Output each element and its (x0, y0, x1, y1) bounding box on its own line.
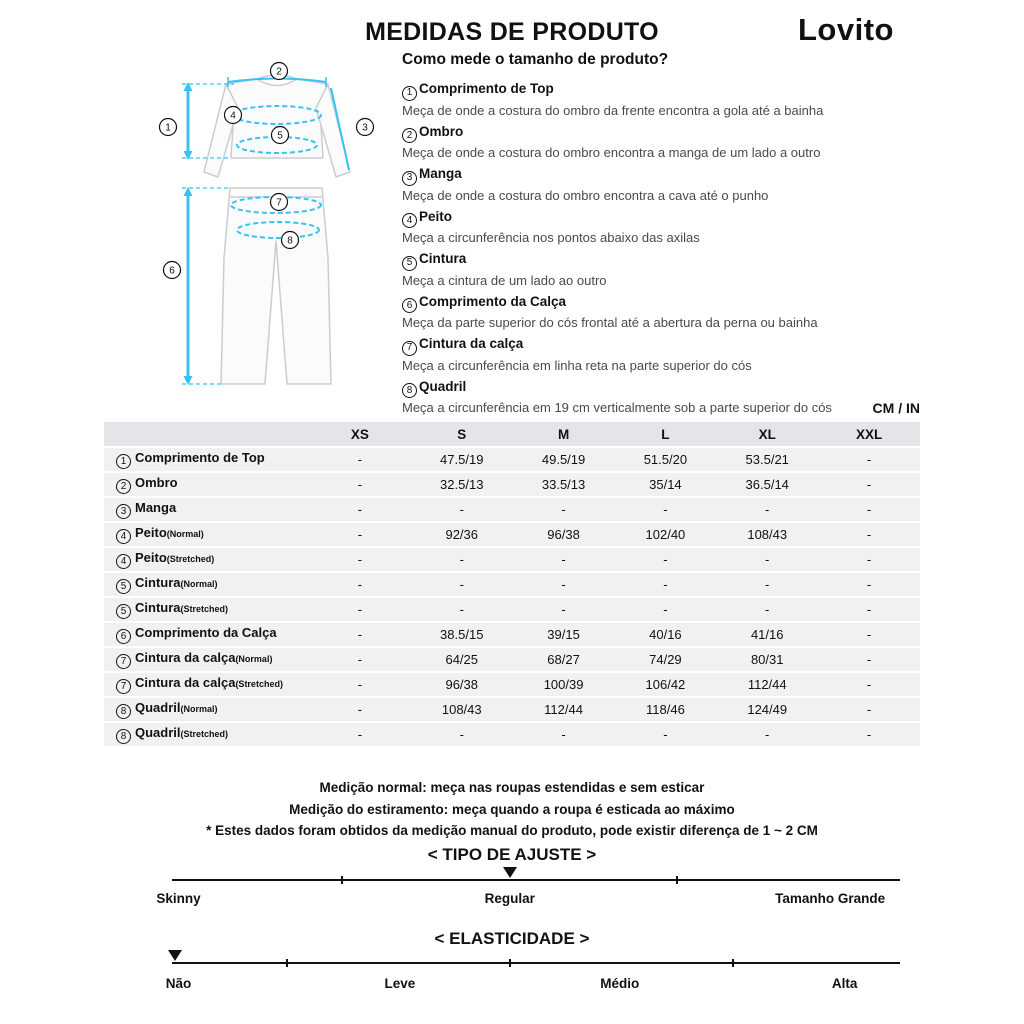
row-label-text: Manga (135, 499, 177, 515)
marker-sleeve (357, 119, 374, 136)
definition-term-text: Ombro (419, 123, 464, 139)
table-row (104, 647, 920, 672)
definition-description: Meça da parte superior do cós frontal até a abertura da perna ou bainha (402, 315, 818, 330)
garment-diagram (138, 58, 398, 408)
circled-number-icon: 2 (116, 479, 131, 494)
size-value-cell: - (513, 497, 615, 522)
row-label-text: Ombro (135, 474, 178, 490)
scale-label: Médio (600, 976, 640, 991)
fit-scale-tick (676, 876, 678, 884)
circled-number-icon: 2 (402, 128, 417, 143)
definition-description: Meça de onde a costura do ombro encontra a cava até o punho (402, 187, 769, 203)
svg-text:4: 4 (230, 110, 236, 122)
row-label-suffix: (Normal) (180, 578, 218, 589)
svg-text:5: 5 (277, 130, 283, 142)
brand-logo: Lovito (798, 12, 894, 47)
size-value-cell: - (309, 472, 411, 497)
size-value-cell: - (818, 472, 920, 497)
size-value-cell: - (513, 722, 615, 747)
circled-number-icon: 5 (402, 256, 417, 271)
circled-number-icon: 5 (116, 579, 131, 594)
definition-term-text: Cintura (419, 251, 467, 266)
definition-description: Meça de onde a costura do ombro encontra a manga de um lado a outro (402, 145, 821, 160)
row-label-suffix: (Stretched) (180, 728, 229, 739)
size-value-cell: 41/16 (716, 622, 818, 647)
corner-cell (104, 422, 309, 447)
table-row (104, 497, 920, 522)
elasticity-scale-line (172, 962, 900, 964)
definition-item (402, 249, 934, 291)
row-label (104, 447, 309, 472)
size-value-cell: 49.5/19 (513, 447, 615, 472)
row-label-suffix: (Stretched) (166, 553, 215, 564)
definition-item (402, 122, 934, 164)
note-line: Medição normal: meça nas roupas estendidas e sem esticar (319, 780, 705, 795)
fit-scale-title: < TIPO DE AJUSTE > (427, 845, 597, 864)
size-value-cell: 108/43 (716, 522, 818, 547)
definition-description: Meça de onde a costura do ombro da frente encontra a gola até a bainha (402, 102, 824, 118)
size-value-cell: - (818, 647, 920, 672)
row-label-text: Quadril (135, 699, 181, 715)
row-label (104, 597, 309, 622)
definition-term-text: Quadril (419, 378, 467, 394)
definition-term-text: Comprimento de Top (419, 81, 554, 96)
row-label (104, 722, 309, 747)
svg-text:8: 8 (287, 235, 293, 247)
table-row (104, 672, 920, 697)
row-label-text: Comprimento da Calça (135, 624, 277, 640)
row-label-text: Cintura da calça (135, 674, 236, 690)
row-label-text: Cintura (135, 599, 181, 615)
circled-number-icon: 3 (402, 171, 417, 186)
size-value-cell: 36.5/14 (716, 472, 818, 497)
elasticity-scale-title: < ELASTICIDADE > (434, 929, 590, 948)
definitions-list (402, 79, 934, 419)
size-value-cell: 118/46 (614, 697, 716, 722)
size-value-cell: - (818, 547, 920, 572)
table-row (104, 572, 920, 597)
table-row (104, 472, 920, 497)
marker-waist (272, 127, 289, 144)
table-row (104, 447, 920, 472)
row-label-suffix: (Normal) (235, 653, 273, 664)
definition-term-text: Peito (419, 208, 453, 224)
marker-chest (225, 107, 242, 124)
definition-term (402, 207, 934, 229)
size-value-cell: - (411, 572, 513, 597)
note-line: Medição do estiramento: meça quando a roupa é esticada ao máximo (289, 801, 735, 817)
svg-text:2: 2 (276, 66, 282, 78)
size-value-cell: - (309, 572, 411, 597)
size-value-cell: 80/31 (716, 647, 818, 672)
elasticity-scale-labels (165, 976, 900, 994)
table-row (104, 597, 920, 622)
size-value-cell: 74/29 (614, 647, 716, 672)
size-table-header-row (104, 422, 920, 447)
size-value-cell: - (513, 597, 615, 622)
elasticity-scale-tick (732, 959, 734, 967)
size-value-cell: 112/44 (513, 697, 615, 722)
definition-description: Meça a circunferência em 19 cm verticalmente sob a parte superior do cós (402, 400, 832, 415)
marker-top-length (160, 119, 177, 136)
size-value-cell: - (309, 497, 411, 522)
row-label (104, 647, 309, 672)
table-row (104, 522, 920, 547)
row-label-suffix: (Stretched) (235, 678, 283, 689)
row-label (104, 472, 309, 497)
svg-text:3: 3 (362, 122, 368, 134)
size-table (104, 422, 920, 748)
circled-number-icon: 7 (116, 679, 131, 694)
size-value-cell: 96/38 (411, 672, 513, 697)
scale-label: Regular (484, 891, 535, 906)
size-column-header: M (513, 422, 615, 447)
circled-number-icon: 8 (402, 383, 417, 398)
size-value-cell: - (614, 497, 716, 522)
size-value-cell: 51.5/20 (614, 447, 716, 472)
size-value-cell: - (309, 547, 411, 572)
size-value-cell: - (309, 597, 411, 622)
definition-term-text: Manga (419, 166, 462, 181)
definition-item (402, 377, 934, 419)
table-row (104, 622, 920, 647)
definition-term (402, 377, 934, 399)
size-value-cell: 112/44 (716, 672, 818, 697)
row-label-text: Cintura (135, 574, 181, 590)
size-value-cell: - (818, 497, 920, 522)
size-column-header: XL (716, 422, 818, 447)
size-value-cell: - (716, 547, 818, 572)
circled-number-icon: 4 (116, 554, 131, 569)
definition-item (402, 164, 934, 206)
notes (0, 777, 1024, 842)
size-column-header: L (614, 422, 716, 447)
size-value-cell: 106/42 (614, 672, 716, 697)
definition-item (402, 334, 934, 376)
marker-pants-waist (271, 194, 288, 211)
size-column-header: S (411, 422, 513, 447)
size-value-cell: - (614, 597, 716, 622)
row-label (104, 697, 309, 722)
size-value-cell: - (513, 572, 615, 597)
row-label (104, 497, 309, 522)
svg-text:1: 1 (165, 122, 171, 134)
size-value-cell: - (818, 597, 920, 622)
size-value-cell: - (309, 672, 411, 697)
page-title: MEDIDAS DE PRODUTO (365, 18, 659, 46)
size-value-cell: - (411, 722, 513, 747)
scale-label: Leve (384, 976, 416, 991)
definition-term (402, 122, 934, 144)
cm-in-label: CM / IN (872, 400, 920, 416)
svg-text:7: 7 (276, 197, 282, 209)
size-value-cell: - (818, 672, 920, 697)
pants-outline (221, 188, 331, 384)
size-value-cell: 53.5/21 (716, 447, 818, 472)
marker-pants-length (164, 262, 181, 279)
size-value-cell: - (614, 547, 716, 572)
size-value-cell: - (309, 647, 411, 672)
circled-number-icon: 4 (116, 529, 131, 544)
circled-number-icon: 8 (116, 704, 131, 719)
definition-description: Meça a circunferência em linha reta na parte superior do cós (402, 357, 752, 373)
size-value-cell: - (818, 697, 920, 722)
size-value-cell: 39/15 (513, 622, 615, 647)
definition-item (402, 79, 934, 121)
size-value-cell: 35/14 (614, 472, 716, 497)
size-value-cell: 108/43 (411, 697, 513, 722)
size-value-cell: 100/39 (513, 672, 615, 697)
scale-label: Tamanho Grande (775, 891, 886, 906)
row-label-suffix: (Normal) (166, 528, 204, 539)
size-value-cell: - (716, 497, 818, 522)
size-value-cell: - (411, 547, 513, 572)
definition-item (402, 207, 934, 249)
size-value-cell: - (818, 447, 920, 472)
size-value-cell: 96/38 (513, 522, 615, 547)
size-value-cell: - (614, 572, 716, 597)
size-value-cell: - (818, 722, 920, 747)
circled-number-icon: 7 (116, 654, 131, 669)
svg-text:6: 6 (169, 265, 175, 277)
row-label (104, 572, 309, 597)
size-value-cell: - (818, 522, 920, 547)
size-value-cell: 47.5/19 (411, 447, 513, 472)
size-value-cell: 38.5/15 (411, 622, 513, 647)
definition-term (402, 249, 934, 271)
definition-term (402, 292, 934, 314)
definition-description: Meça a cintura de um lado ao outro (402, 272, 607, 288)
row-label-text: Comprimento de Top (135, 449, 265, 465)
circled-number-icon: 3 (116, 504, 131, 519)
row-label-suffix: (Stretched) (180, 603, 229, 614)
size-value-cell: - (716, 597, 818, 622)
row-label-text: Cintura da calça (135, 649, 236, 665)
elasticity-scale-marker-triangle (168, 950, 182, 961)
definition-term (402, 79, 934, 101)
row-label-suffix: (Normal) (180, 703, 218, 714)
definition-description: Meça a circunferência nos pontos abaixo das axilas (402, 230, 700, 245)
fit-scale-labels (156, 891, 900, 909)
circled-number-icon: 1 (116, 454, 131, 469)
size-column-header: XXL (818, 422, 920, 447)
size-value-cell: 102/40 (614, 522, 716, 547)
row-label-text: Peito (135, 549, 167, 565)
size-value-cell: - (716, 722, 818, 747)
size-value-cell: - (614, 722, 716, 747)
size-value-cell: 40/16 (614, 622, 716, 647)
size-value-cell: - (818, 572, 920, 597)
size-column-header: XS (309, 422, 411, 447)
note-line: * Estes dados foram obtidos da medição manual do produto, pode existir diferença de 1 ~ 2 CM (206, 823, 818, 838)
scale-label: Alta (831, 976, 858, 991)
size-value-cell: - (818, 622, 920, 647)
size-value-cell: 64/25 (411, 647, 513, 672)
size-value-cell: 68/27 (513, 647, 615, 672)
row-label (104, 547, 309, 572)
size-value-cell: 124/49 (716, 697, 818, 722)
definition-term-text: Comprimento da Calça (419, 293, 567, 309)
size-value-cell: - (411, 497, 513, 522)
size-value-cell: - (513, 547, 615, 572)
fit-scale-line (172, 879, 900, 881)
table-row (104, 722, 920, 747)
size-value-cell: 33.5/13 (513, 472, 615, 497)
elasticity-scale-tick (286, 959, 288, 967)
scale-label: Skinny (156, 891, 201, 906)
size-value-cell: - (309, 722, 411, 747)
row-label (104, 522, 309, 547)
circled-number-icon: 7 (402, 341, 417, 356)
marker-hip (282, 232, 299, 249)
table-row (104, 697, 920, 722)
table-row (104, 547, 920, 572)
size-value-cell: - (716, 572, 818, 597)
size-table-body (104, 447, 920, 747)
marker-shoulder (271, 63, 288, 80)
size-value-cell: - (411, 597, 513, 622)
circled-number-icon: 6 (116, 629, 131, 644)
row-label (104, 672, 309, 697)
definition-item (402, 292, 934, 334)
circled-number-icon: 1 (402, 86, 417, 101)
row-label-text: Peito (135, 524, 167, 540)
fit-scale-marker-triangle (503, 867, 517, 878)
subtitle: Como mede o tamanho de produto? (402, 51, 669, 68)
definition-term-text: Cintura da calça (419, 336, 524, 351)
size-value-cell: - (309, 622, 411, 647)
row-label-text: Quadril (135, 724, 181, 740)
size-value-cell: - (309, 522, 411, 547)
size-value-cell: 92/36 (411, 522, 513, 547)
circled-number-icon: 5 (116, 604, 131, 619)
size-value-cell: - (309, 447, 411, 472)
scale-label: Não (165, 976, 192, 991)
circled-number-icon: 6 (402, 298, 417, 313)
circled-number-icon: 8 (116, 729, 131, 744)
size-value-cell: - (309, 697, 411, 722)
definition-term (402, 334, 934, 356)
size-value-cell: 32.5/13 (411, 472, 513, 497)
fit-scale-tick (341, 876, 343, 884)
circled-number-icon: 4 (402, 213, 417, 228)
row-label (104, 622, 309, 647)
definition-term (402, 164, 934, 186)
elasticity-scale-tick (509, 959, 511, 967)
